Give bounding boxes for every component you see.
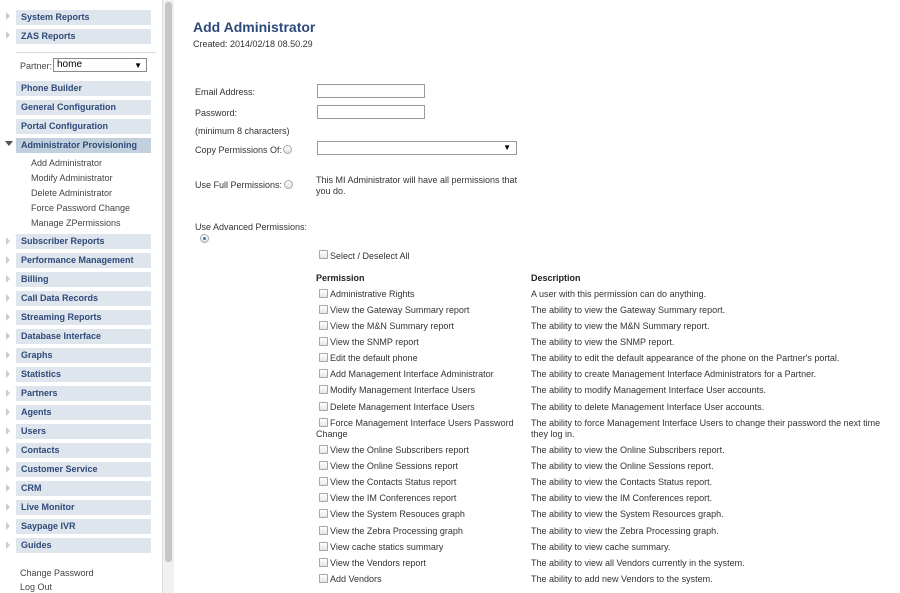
select-all-checkbox[interactable] [319, 250, 328, 259]
partner-select-value: home [57, 59, 83, 70]
permission-description: The ability to view cache summary. [531, 542, 671, 552]
permission-description: The ability to delete Management Interface User accounts. [531, 402, 765, 412]
collapse-arrow-icon[interactable] [5, 141, 13, 146]
permission-name: View the SNMP report [330, 337, 419, 347]
expand-arrow-icon[interactable] [6, 389, 10, 397]
select-all-label: Select / Deselect All [330, 251, 410, 261]
permission-name: View the Zebra Processing graph [330, 526, 463, 536]
permission-description: The ability to view the Online Sessions report. [531, 461, 714, 471]
expand-arrow-icon[interactable] [6, 465, 10, 473]
log-out-link[interactable]: Log Out [20, 582, 53, 592]
expand-arrow-icon[interactable] [6, 351, 10, 359]
sidebar-item-streaming-reports[interactable]: Streaming Reports [16, 310, 151, 325]
permission-name: View the Online Sessions report [330, 461, 458, 471]
permission-name: Administrative Rights [330, 289, 415, 299]
sidebar-item-statistics[interactable]: Statistics [16, 367, 151, 382]
chevron-down-icon: ▼ [503, 143, 511, 152]
permission-description: The ability to view the Zebra Processing graph. [531, 526, 719, 536]
advanced-permissions-radio[interactable] [200, 234, 209, 243]
copy-permissions-radio[interactable] [283, 145, 292, 154]
permission-name: Add Vendors [330, 574, 382, 584]
expand-arrow-icon[interactable] [6, 256, 10, 264]
email-label: Email Address: [195, 87, 256, 97]
permission-name: View the Vendors report [330, 558, 426, 568]
sidebar-item-zas-reports[interactable]: ZAS Reports [16, 29, 151, 44]
subitem-delete-administrator[interactable]: Delete Administrator [31, 188, 113, 198]
permission-description: The ability to view the IM Conferences report. [531, 493, 713, 503]
sidebar-scrollbar[interactable] [162, 0, 174, 593]
permission-description: The ability to modify Management Interface User accounts. [531, 385, 767, 395]
permission-description: The ability to force Management Interface Users to change their password the next time they log in. [531, 418, 881, 439]
permission-description: The ability to view the M&N Summary report. [531, 321, 710, 331]
permission-name: Modify Management Interface Users [330, 385, 476, 395]
full-permissions-radio[interactable] [284, 180, 293, 189]
permission-description: The ability to add new Vendors to the system. [531, 574, 713, 584]
permission-description: The ability to view the Gateway Summary report. [531, 305, 726, 315]
permission-name: View the Gateway Summary report [330, 305, 470, 315]
permission-description: The ability to view the SNMP report. [531, 337, 675, 347]
copy-permissions-label: Copy Permissions Of: [195, 145, 283, 155]
sidebar-item-phone-builder[interactable]: Phone Builder [16, 81, 151, 96]
sidebar-item-system-reports[interactable]: System Reports [16, 10, 151, 25]
permission-name: View the M&N Summary report [330, 321, 454, 331]
full-permissions-description: This MI Administrator will have all permissions that you do. [316, 175, 518, 196]
page-title: Add Administrator [193, 19, 316, 35]
permission-name: Force Management Interface Users Password Change [316, 418, 514, 439]
sidebar-item-graphs[interactable]: Graphs [16, 348, 151, 363]
permission-description: The ability to view all Vendors currently in the system. [531, 558, 745, 568]
sidebar-item-subscriber-reports[interactable]: Subscriber Reports [16, 234, 151, 249]
password-hint: (minimum 8 characters) [195, 126, 290, 136]
permission-column-header: Permission [316, 273, 365, 283]
expand-arrow-icon[interactable] [6, 313, 10, 321]
created-timestamp: Created: 2014/02/18 08.50.29 [193, 39, 313, 49]
permission-description: The ability to view the Online Subscribers report. [531, 445, 725, 455]
expand-arrow-icon[interactable] [6, 294, 10, 302]
password-input[interactable] [317, 105, 425, 119]
expand-arrow-icon[interactable] [6, 332, 10, 340]
expand-arrow-icon[interactable] [6, 370, 10, 378]
expand-arrow-icon[interactable] [6, 427, 10, 435]
sidebar-item-customer-service[interactable]: Customer Service [16, 462, 151, 477]
full-permissions-label: Use Full Permissions: [195, 180, 283, 190]
chevron-down-icon: ▼ [134, 61, 142, 70]
sidebar-item-guides[interactable]: Guides [16, 538, 151, 553]
permission-name: View the Contacts Status report [330, 477, 457, 487]
main-content [174, 0, 900, 593]
expand-arrow-icon[interactable] [6, 446, 10, 454]
sidebar-item-crm[interactable]: CRM [16, 481, 151, 496]
copy-permissions-select[interactable] [317, 141, 517, 155]
sidebar-item-portal-configuration[interactable]: Portal Configuration [16, 119, 151, 134]
partner-select[interactable] [53, 58, 147, 72]
advanced-permissions-label: Use Advanced Permissions: [195, 222, 308, 232]
sidebar-item-billing[interactable]: Billing [16, 272, 151, 287]
subitem-modify-administrator[interactable]: Modify Administrator [31, 173, 113, 183]
expand-arrow-icon[interactable] [6, 522, 10, 530]
subitem-manage-zpermissions[interactable]: Manage ZPermissions [31, 218, 121, 228]
sidebar-item-partners[interactable]: Partners [16, 386, 151, 401]
permission-name: View the System Resouces graph [330, 509, 465, 519]
permission-description: The ability to create Management Interface Administrators for a Partner. [531, 369, 817, 379]
subitem-force-password-change[interactable]: Force Password Change [31, 203, 131, 213]
expand-arrow-icon[interactable] [6, 541, 10, 549]
sidebar [0, 0, 162, 593]
permission-name: Edit the default phone [330, 353, 418, 363]
expand-arrow-icon[interactable] [6, 503, 10, 511]
permission-name: Delete Management Interface Users [330, 402, 475, 412]
sidebar-item-call-data-records[interactable]: Call Data Records [16, 291, 151, 306]
expand-arrow-icon[interactable] [6, 12, 10, 20]
sidebar-item-live-monitor[interactable]: Live Monitor [16, 500, 151, 515]
expand-arrow-icon[interactable] [6, 31, 10, 39]
sidebar-item-performance-management[interactable]: Performance Management [16, 253, 151, 268]
sidebar-item-agents[interactable]: Agents [16, 405, 151, 420]
expand-arrow-icon[interactable] [6, 484, 10, 492]
permission-description: The ability to view the System Resources graph. [531, 509, 724, 519]
permission-name: View the IM Conferences report [330, 493, 457, 503]
permission-name: View the Online Subscribers report [330, 445, 469, 455]
expand-arrow-icon[interactable] [6, 275, 10, 283]
expand-arrow-icon[interactable] [6, 408, 10, 416]
permission-description: The ability to view the Contacts Status report. [531, 477, 713, 487]
permission-name: View cache statics summary [330, 542, 444, 552]
sidebar-item-contacts[interactable]: Contacts [16, 443, 151, 458]
scrollbar-thumb[interactable] [165, 2, 172, 562]
sidebar-divider [16, 52, 156, 53]
sidebar-item-saypage-ivr[interactable]: Saypage IVR [16, 519, 151, 534]
sidebar-item-general-configuration[interactable]: General Configuration [16, 100, 151, 115]
permission-name: Add Management Interface Administrator [330, 369, 494, 379]
email-input[interactable] [317, 84, 425, 98]
description-column-header: Description [531, 273, 581, 283]
permission-description: A user with this permission can do anything. [531, 289, 707, 299]
password-label: Password: [195, 108, 238, 118]
change-password-link[interactable]: Change Password [20, 568, 94, 578]
expand-arrow-icon[interactable] [6, 237, 10, 245]
subitem-add-administrator[interactable]: Add Administrator [31, 158, 103, 168]
sidebar-item-users[interactable]: Users [16, 424, 151, 439]
sidebar-item-administrator-provisioning[interactable]: Administrator Provisioning [16, 138, 151, 153]
partner-label: Partner: [20, 61, 53, 71]
sidebar-item-database-interface[interactable]: Database Interface [16, 329, 151, 344]
permission-description: The ability to edit the default appearance of the phone on the Partner's portal. [531, 353, 840, 363]
